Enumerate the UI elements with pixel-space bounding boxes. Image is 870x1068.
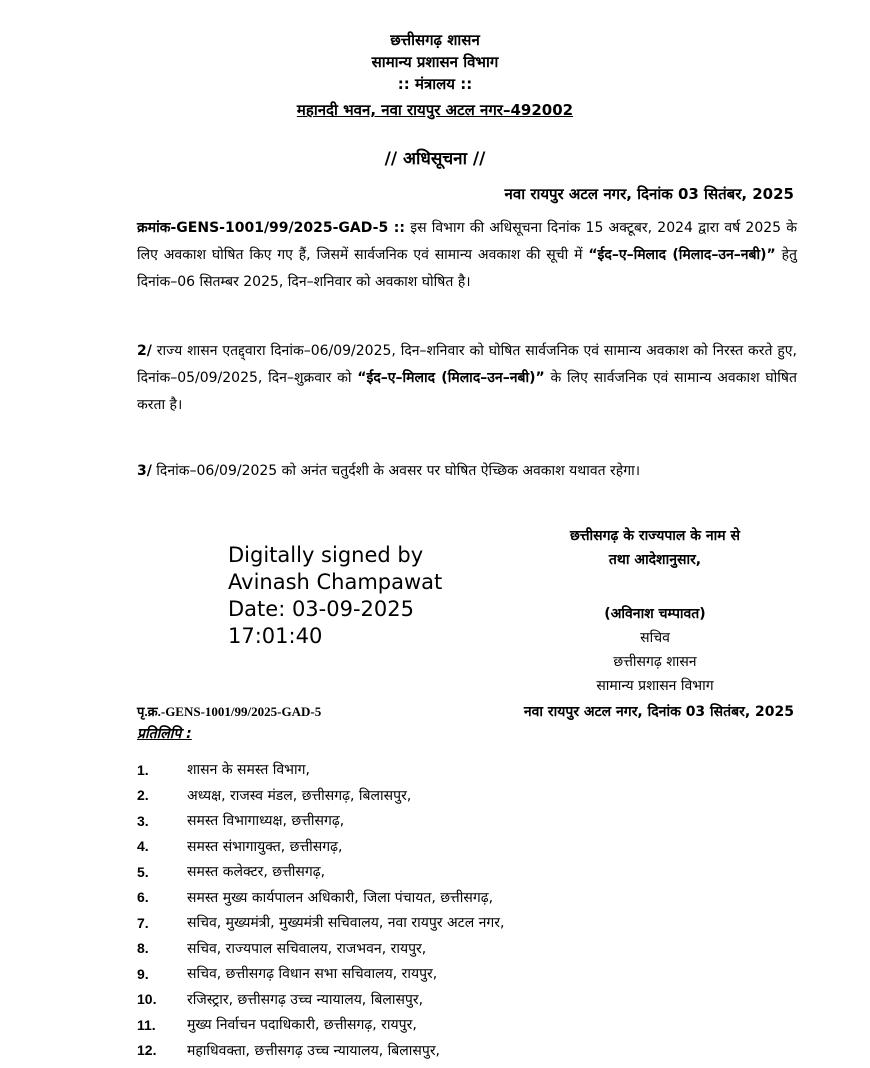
- endorsement-date: नवा रायपुर अटल नगर, दिनांक 03 सितंबर, 2025: [523, 704, 794, 720]
- paragraph-2: [137, 338, 797, 419]
- paragraph-2-number: 2/: [137, 343, 152, 359]
- list-item-text: समस्त संभागायुक्त, छत्तीसगढ़,: [187, 838, 343, 855]
- notification-title: // अधिसूचना //: [384, 149, 486, 169]
- issue-dateline: नवा रायपुर अटल नगर, दिनांक 03 सितंबर, 2025: [504, 185, 794, 203]
- list-item: [137, 987, 505, 1013]
- digital-signature-date: Date: 03-09-2025: [228, 597, 414, 621]
- paragraph-2-text-a: राज्य शासन एतद्द्वारा दिनांक–06/09/2025, दिन–शनिवार को घोषित सार्वजनिक एवं सामान्य अवकाश को निरस्त करते हुए, दिनांक–05/09/2025, दिन–शुक्रवार को: [137, 343, 797, 386]
- list-item: [137, 783, 505, 809]
- ministry-label: :: मंत्रालय ::: [397, 75, 473, 93]
- digital-signature-line-1: Digitally signed by: [228, 543, 424, 567]
- paragraph-3: [137, 458, 797, 485]
- list-item-text: रजिस्ट्रार, छत्तीसगढ़ उच्च न्यायालय, बिलासपुर,: [187, 991, 424, 1008]
- list-item: [137, 834, 505, 860]
- list-item-number: 3.: [137, 812, 149, 829]
- list-item-text: समस्त मुख्य कार्यपालन अधिकारी, जिला पंचायत, छत्तीसगढ़,: [187, 889, 494, 906]
- list-item-text: शासन के समस्त विभाग,: [187, 762, 310, 779]
- order-reference: क्रमांक-GENS-1001/99/2025-GAD-5 ::: [137, 220, 406, 236]
- list-item: [137, 1038, 505, 1064]
- list-item-number: 4.: [137, 838, 149, 855]
- list-item: [137, 1012, 505, 1038]
- list-item-number: 5.: [137, 863, 149, 880]
- copy-list: [137, 757, 505, 1063]
- paragraph-3-number: 3/: [137, 463, 152, 479]
- list-item: [137, 910, 505, 936]
- holiday-name: “ईद–ए–मिलाद (मिलाद–उन–नबी)”: [588, 247, 776, 263]
- department-name: सामान्य प्रशासन विभाग: [371, 53, 499, 71]
- signatory-designation: सचिव: [640, 630, 670, 646]
- list-item-number: 7.: [137, 914, 149, 931]
- authority-line-1: छत्तीसगढ़ के राज्यपाल के नाम से: [570, 528, 740, 544]
- list-item-number: 2.: [137, 787, 149, 804]
- list-item-text: सचिव, राज्यपाल सचिवालय, राजभवन, रायपुर,: [187, 940, 427, 957]
- authority-line-2: तथा आदेशानुसार,: [608, 552, 702, 568]
- digital-signature-time: 17:01:40: [228, 624, 323, 648]
- list-item-number: 8.: [137, 940, 149, 957]
- list-item: [137, 961, 505, 987]
- govt-name: छत्तीसगढ़ शासन: [390, 31, 480, 49]
- list-item-number: 1.: [137, 761, 149, 778]
- list-item: [137, 936, 505, 962]
- list-item-text: मुख्य निर्वाचन पदाधिकारी, छत्तीसगढ़, रायपुर,: [187, 1017, 417, 1034]
- holiday-name: “ईद–ए–मिलाद (मिलाद–उन–नबी)”: [357, 370, 545, 386]
- list-item-text: समस्त कलेक्टर, छत्तीसगढ़,: [187, 864, 326, 881]
- list-item: [137, 859, 505, 885]
- list-item: [137, 757, 505, 783]
- list-item: [137, 885, 505, 911]
- digital-signature-block: [228, 542, 442, 650]
- list-item-text: महाधिवक्ता, छत्तीसगढ़ उच्च न्यायालय, बिलासपुर,: [187, 1042, 441, 1059]
- paragraph-1: [137, 215, 797, 296]
- list-item-number: 9.: [137, 965, 149, 982]
- paragraph-2-text-b: के लिए सार्वजनिक एवं सामान्य अवकाश घोषित करता है।: [137, 370, 797, 413]
- list-item-text: अध्यक्ष, राजस्व मंडल, छत्तीसगढ़, बिलासपुर,: [187, 787, 412, 804]
- copy-heading: प्रतिलिपि :: [137, 726, 192, 742]
- signatory-org-2: सामान्य प्रशासन विभाग: [596, 678, 714, 694]
- digital-signature-name: Avinash Champawat: [228, 570, 443, 594]
- list-item-text: सचिव, छत्तीसगढ़ विधान सभा सचिवालय, रायपुर,: [187, 966, 438, 983]
- paragraph-3-text: दिनांक–06/09/2025 को अनंत चतुर्दशी के अवसर पर घोषित ऐच्छिक अवकाश यथावत रहेगा।: [151, 463, 641, 479]
- list-item-text: सचिव, मुख्यमंत्री, मुख्यमंत्री सचिवालय, नवा रायपुर अटल नगर,: [187, 915, 505, 932]
- paragraph-1-text-b: हेतु दिनांक–06 सितम्बर 2025, दिन–शनिवार को अवकाश घोषित है।: [137, 247, 797, 290]
- list-item-text: समस्त विभागाध्यक्ष, छत्तीसगढ़,: [187, 813, 345, 830]
- list-item-number: 10.: [137, 991, 157, 1008]
- list-item-number: 11.: [137, 1016, 156, 1033]
- list-item-number: 6.: [137, 889, 149, 906]
- list-item-number: 12.: [137, 1042, 157, 1059]
- signatory-org-1: छत्तीसगढ़ शासन: [613, 654, 697, 670]
- list-item: [137, 808, 505, 834]
- paragraph-1-text-a: इस विभाग की अधिसूचना दिनांक 15 अक्टूबर, 2024 द्वारा वर्ष 2025 के लिए अवकाश घोषित किए गए हैं, जिसमें सार्वजनिक एवं सामान्य अवकाश की सूची में: [137, 220, 797, 263]
- endorsement-reference: पृ.क्र.-GENS-1001/99/2025-GAD-5: [137, 704, 322, 719]
- address-line: महानदी भवन, नवा रायपुर अटल नगर–492002: [296, 101, 574, 119]
- signatory-name: (अविनाश चम्पावत): [604, 606, 706, 622]
